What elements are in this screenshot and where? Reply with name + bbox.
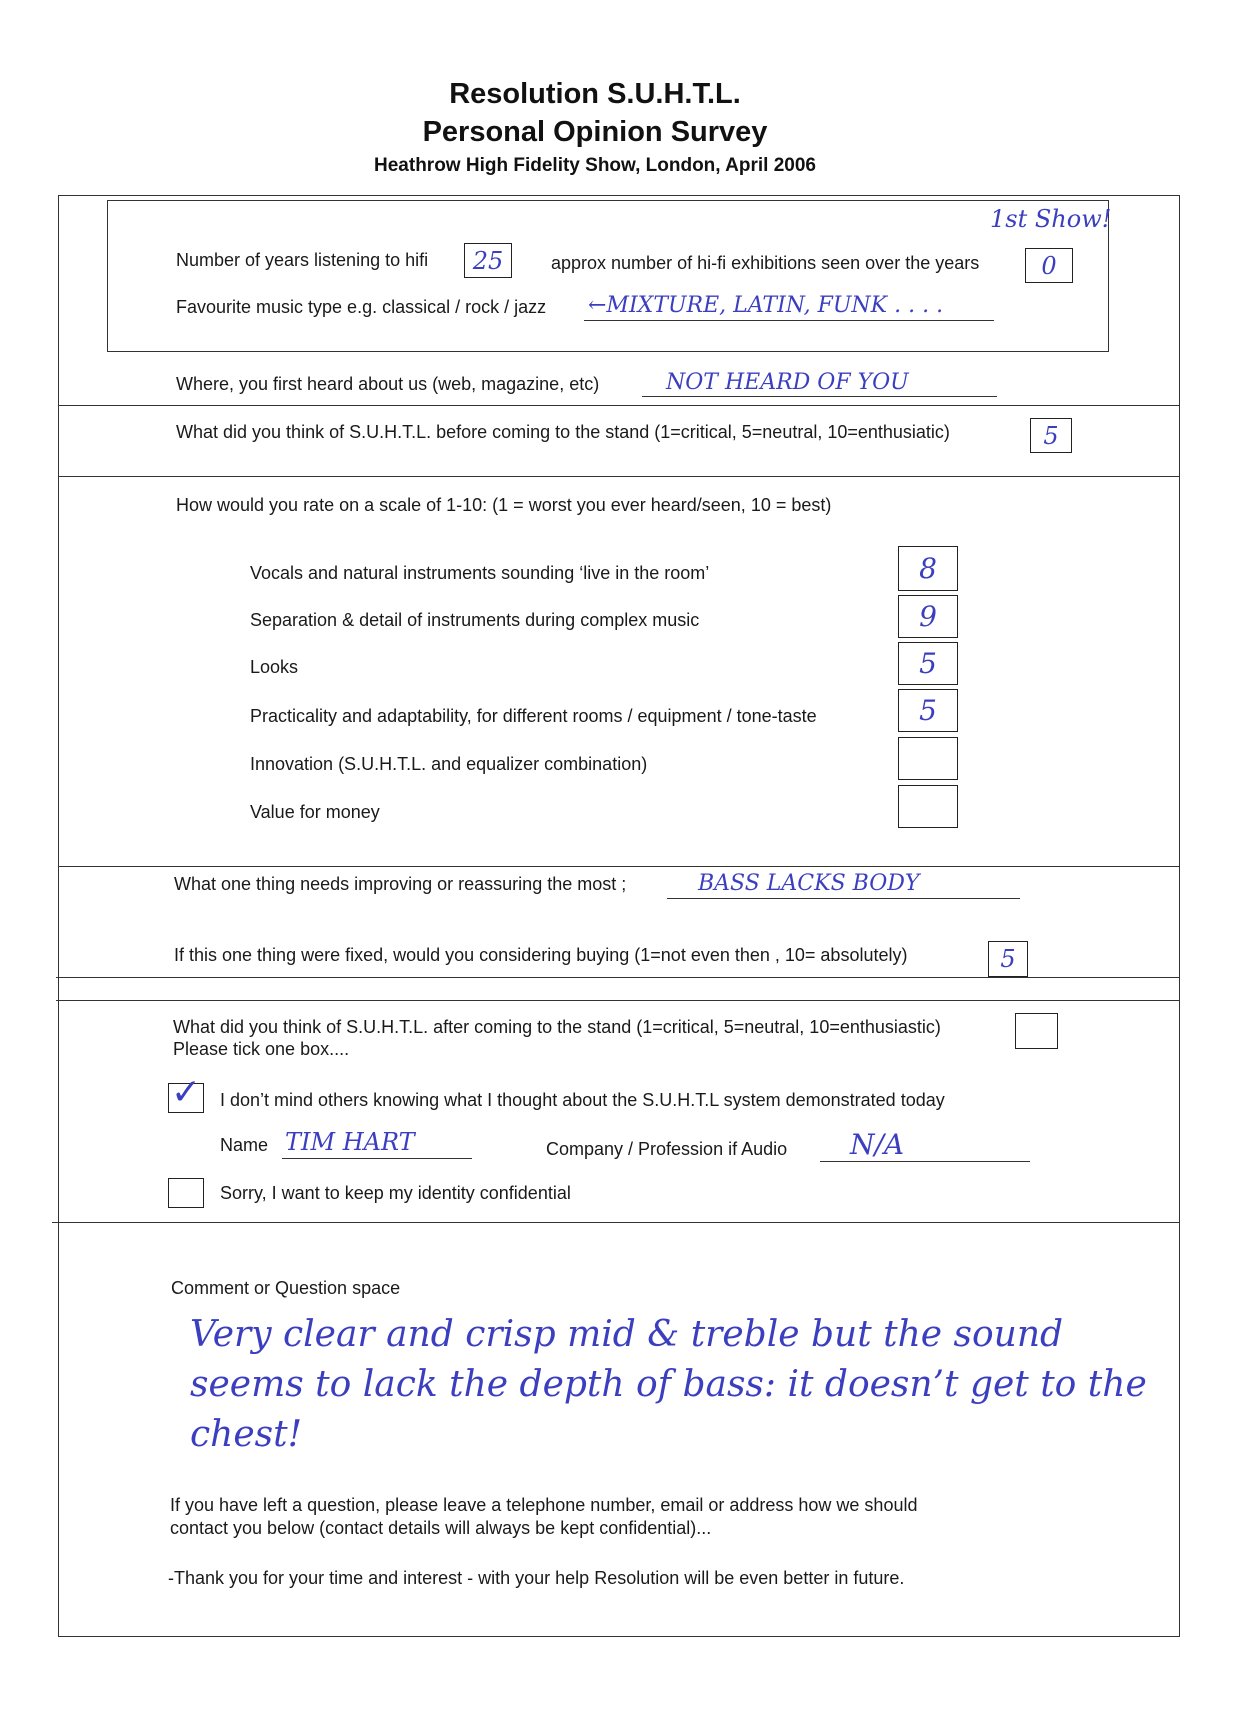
years-label: Number of years listening to hifi [176,250,429,270]
music-value: ←MIXTURE, LATIN, FUNK . . . . [588,293,944,318]
heard-value: NOT HEARD OF YOU [666,370,909,395]
name-label: Name [220,1135,269,1155]
event-line: Heathrow High Fidelity Show, London, April 2006 [374,155,816,176]
before-box[interactable]: 5 [1030,418,1072,453]
rating-label: Value for money [250,802,380,822]
checkmark-icon: ✓ [171,1071,202,1112]
heard-underline [642,396,997,397]
rating-label: Looks [250,657,299,677]
first-show-annotation: 1st Show! [990,205,1112,233]
rating-box[interactable]: 5 [898,642,958,685]
section1-frame [107,200,1112,352]
tick-prompt: Please tick one box.... [173,1039,350,1059]
improve-value: BASS LACKS BODY [698,871,920,896]
exhibitions-label: approx number of hi-fi exhibitions seen over the years [551,253,980,273]
rating-box[interactable] [898,737,958,780]
heard-label: Where, you first heard about us (web, magazine, etc) [176,374,600,394]
exhibitions-box[interactable]: 0 [1025,248,1073,283]
contact-note: If you have left a question, please leave a telephone number, email or address how we should [170,1495,918,1515]
private-option-label: Sorry, I want to keep my identity confidential [220,1183,571,1203]
public-checkbox[interactable] [168,1071,204,1113]
rating-box[interactable]: 8 [898,546,958,591]
after-label: What did you think of S.U.H.T.L. after coming to the stand (1=critical, 5=neutral, 10=enthusiastic) [173,1017,941,1037]
before-label: What did you think of S.U.H.T.L. before coming to the stand (1=critical, 5=neutral, 10=enthusiatic) [176,422,950,442]
comment-label: Comment or Question space [171,1278,401,1298]
music-underline [584,320,994,321]
ratings-question: How would you rate on a scale of 1-10: (1 = worst you ever heard/seen, 10 = best) [176,495,832,515]
company-label: Company / Profession if Audio [546,1139,788,1159]
years-box[interactable]: 25 [464,243,512,278]
improve-label: What one thing needs improving or reassuring the most ; [174,874,627,894]
divider [52,1222,1180,1223]
survey-subtitle: Personal Opinion Survey [422,116,768,148]
rating-label: Separation & detail of instruments during complex music [250,610,700,630]
rating-label: Vocals and natural instruments sounding ‘live in the room’ [250,563,710,583]
improve-underline [667,898,1020,899]
survey-title: Resolution S.U.H.T.L. [449,78,741,110]
divider [56,977,1180,978]
buy-label: If this one thing were fixed, would you considering buying (1=not even then , 10= absolutely) [174,945,908,965]
music-label: Favourite music type e.g. classical / rock / jazz [176,297,547,317]
company-value: N/A [850,1128,905,1161]
buy-box[interactable]: 5 [988,941,1028,977]
divider [58,476,1180,477]
thanks-note: -Thank you for your time and interest - with your help Resolution will be even better in future. [168,1568,905,1588]
name-value: TIM HART [285,1128,415,1156]
rating-box[interactable]: 9 [898,595,958,638]
name-underline [282,1158,472,1159]
divider [58,866,1180,867]
rating-label: Practicality and adaptability, for different rooms / equipment / tone-taste [250,706,817,726]
comment-text: Very clear and crisp mid & treble but the sound seems to lack the depth of bass: it doesn’t get to the chest! [190,1314,1147,1455]
rating-label: Innovation (S.U.H.T.L. and equalizer combination) [250,754,648,774]
private-checkbox[interactable] [168,1178,204,1208]
company-underline [820,1161,1030,1162]
divider [56,1000,1180,1001]
rating-box[interactable] [898,785,958,828]
contact-note: contact you below (contact details will always be kept confidential)... [170,1518,712,1538]
rating-box[interactable]: 5 [898,689,958,732]
divider [58,405,1180,406]
public-option-label: I don’t mind others knowing what I thought about the S.U.H.T.L system demonstrated today [220,1090,945,1110]
after-box[interactable] [1015,1013,1058,1049]
